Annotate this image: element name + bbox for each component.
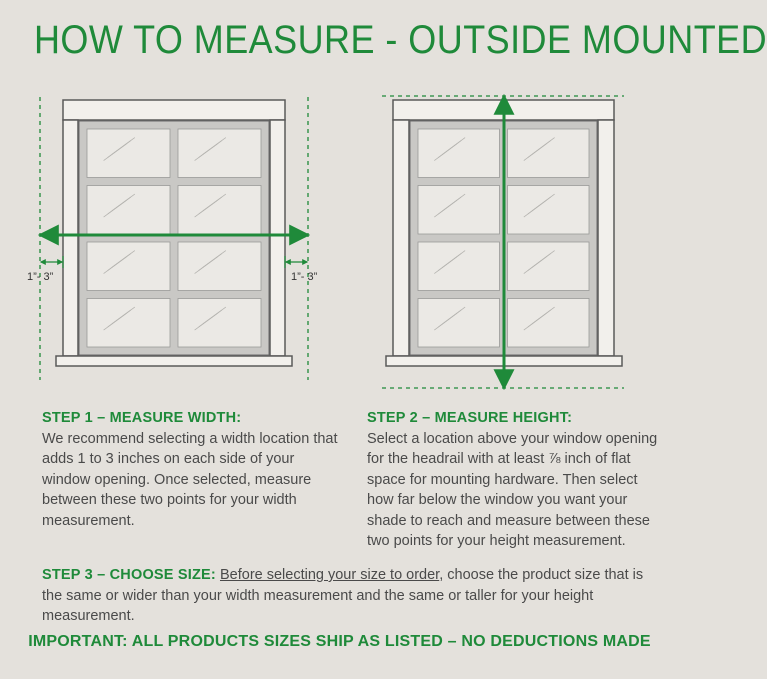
step3-heading: STEP 3 – CHOOSE SIZE: [42, 567, 216, 583]
step3-section [42, 565, 652, 627]
step2-heading: STEP 2 – MEASURE HEIGHT: [367, 410, 573, 426]
window-pane [508, 242, 590, 291]
window-pane [418, 129, 500, 178]
page-title: HOW TO MEASURE - OUTSIDE MOUNTED [33, 18, 767, 62]
window-pane [178, 299, 261, 348]
window-pane [418, 186, 500, 235]
right-margin-label: 1”- 3” [291, 271, 318, 283]
window-pane [178, 242, 261, 291]
left-margin-label: 1”- 3” [27, 271, 54, 283]
window-pane [87, 186, 170, 235]
step3-body: , choose the product size that is the same or wider than your width measurement and the same or taller for your height measurement. [42, 567, 644, 624]
window-pane [87, 299, 170, 348]
window-pane [418, 242, 500, 291]
window-pane [87, 242, 170, 291]
window-pane [508, 299, 590, 348]
window-pane [508, 186, 590, 235]
important-notice: IMPORTANT: ALL PRODUCTS SIZES SHIP AS LISTED – NO DEDUCTIONS MADE [28, 633, 651, 650]
left-window-illustration [56, 100, 292, 366]
step1-body: We recommend selecting a width location that adds 1 to 3 inches on each side of your window opening. Once selected, measure between these two points for your width measurement. [42, 430, 338, 529]
window-pane [87, 129, 170, 178]
step2-body: Select a location above your window opening for the headrail with at least ⅞ inch of flat space for mounting hardware. Then select how far below the window you want your shade to reach and measure between these two points for your height measurement. [367, 430, 658, 549]
step1-section [42, 408, 342, 531]
window-pane [418, 299, 500, 348]
step1-heading: STEP 1 – MEASURE WIDTH: [42, 410, 242, 426]
step2-section [367, 408, 667, 552]
window-pane [178, 129, 261, 178]
window-pane [178, 186, 261, 235]
step3-underlined-text: Before selecting your size to order [219, 567, 440, 583]
window-pane [508, 129, 590, 178]
